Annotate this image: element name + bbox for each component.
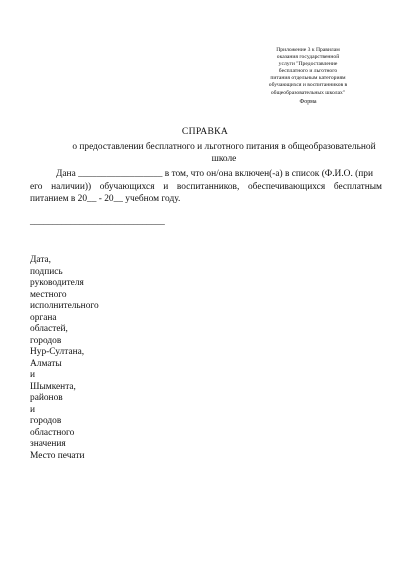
appendix-line: Приложение 3 к Правилам [276,47,340,53]
form-label: Форма [299,98,317,105]
body-word: обеспечивающихся [247,181,326,192]
footer-word: местного [30,289,67,300]
appendix-line: бесплатного и льготного [278,68,338,75]
footer-word: и [30,404,36,415]
body-word: его [30,181,43,192]
footer-word: Дата, [30,255,52,265]
footer-word: исполнительного [30,301,99,311]
body-line-1: Дана __________________ в том, что он/она включен(-а) в список (Ф.И.О. (при [56,169,373,179]
footer-word: областей, [30,324,68,334]
footer-word: подпись [30,266,63,277]
appendix-line: обучающихся и воспитанников в [268,82,348,89]
footer-word: значения [30,439,66,449]
appendix-line: оказания государственной [276,54,340,61]
body-word: обучающихся [99,181,155,192]
footer-line-1 [30,255,382,347]
document-title: СПРАВКА [181,126,229,137]
body-paragraph [30,168,382,206]
footer-word: органа [30,312,57,323]
footer-line-2 [30,347,382,451]
footer-word: Нур-Султана, [30,347,85,357]
appendix-note [246,47,370,106]
footer-word: руководителя [30,278,84,288]
body-word: и [163,181,169,192]
subtitle-line: школе [211,154,237,164]
footer-word: областного [30,427,75,438]
subtitle-line: о предоставлении бесплатного и льготного питания в общеобразовательной [72,142,376,152]
footer-word: Алматы [30,358,62,369]
appendix-line: общеобразовательных школах" [270,89,346,96]
body-line-3: питанием в 20__ - 20__ учебном году. [30,194,181,205]
appendix-line: услуги "Предоставление [278,61,338,68]
footer-word: городов [30,416,62,426]
footer-word: Шымкента, [30,381,76,392]
signature-caption [30,255,382,462]
signature-blank-line: ______________________________ [30,217,165,227]
body-word: наличии)) [51,181,92,192]
document-subtitle [56,141,392,165]
stamp-place-label: Место печати [30,450,85,461]
body-word: бесплатным [333,181,382,192]
footer-word: и [30,370,36,380]
footer-word: районов [30,393,63,403]
body-line-2 [30,181,382,194]
appendix-line: питания отдельным категориям [270,75,346,82]
footer-word: городов [30,335,62,346]
body-word: воспитанников, [176,181,240,192]
